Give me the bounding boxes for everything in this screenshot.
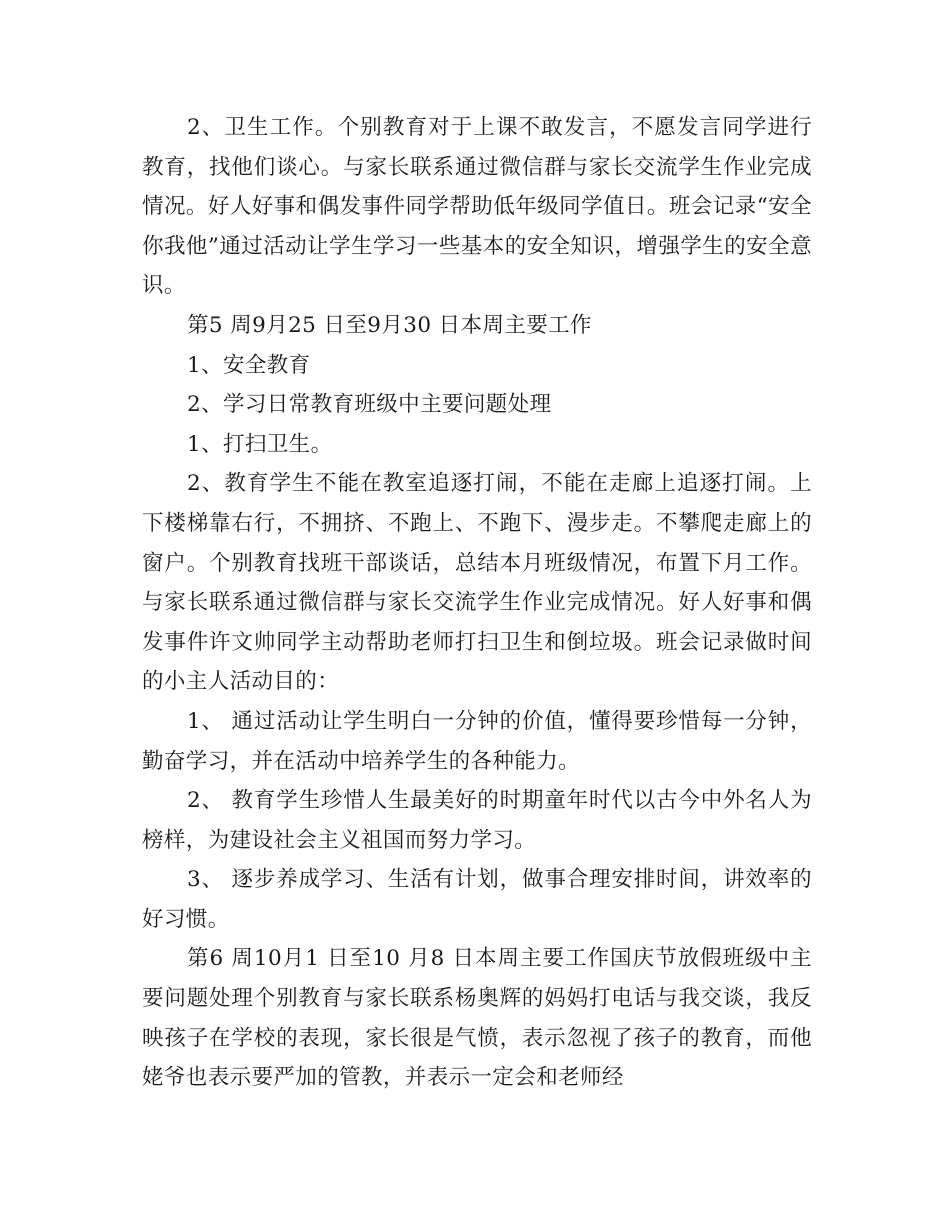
list-item-cleaning: 1、打扫卫生。 xyxy=(187,431,333,457)
goal-item-1: 1、 通过活动让学生明白一分钟的价值，懂得要珍惜每一分钟，勤奋学习，并在活动中培养学生的各种能力。 xyxy=(142,708,812,774)
paragraph-education-details: 2、教育学生不能在教室追逐打闹，不能在走廊上追逐打闹。上下楼梯靠右行，不拥挤、不跑上、不跑下、漫步走。不攀爬走廊上的窗户。个别教育找班干部谈话，总结本月班级情况，布置下月工作。与家长联系通过微信群与家长交流学生作业完成情况。好人好事和偶发事件许文帅同学主动帮助老师打扫卫生和倒垃圾。班会记录做时间的小主人活动目的： xyxy=(142,471,812,695)
document-body xyxy=(142,108,812,1098)
list-item-daily-education: 2、学习日常教育班级中主要问题处理 xyxy=(187,392,552,418)
goal-item-2: 2、 教育学生珍惜人生最美好的时期童年时代以古今中外名人为榜样，为建设社会主义祖国而努力学习。 xyxy=(142,788,812,853)
goal-item-3: 3、 逐步养成学习、生活有计划，做事合理安排时间，讲效率的好习惯。 xyxy=(142,867,812,932)
week-6-paragraph: 第6 周10月1 日至10 月8 日本周主要工作国庆节放假班级中主要问题处理个别教育与家长联系杨奥辉的妈妈打电话与我交谈，我反映孩子在学校的表现，家长很是气愤，表示忽视了孩子的教育，而他姥爷也表示要严加的管教，并表示一定会和老师经 xyxy=(142,946,812,1091)
week-5-heading: 第5 周9月25 日至9月30 日本周主要工作 xyxy=(187,312,592,338)
paragraph-hygiene-work: 2、卫生工作。个别教育对于上课不敢发言，不愿发言同学进行教育，找他们谈心。与家长联系通过微信群与家长交流学生作业完成情况。好人好事和偶发事件同学帮助低年级同学值日。班会记录“安全你我他”通过活动让学生学习一些基本的安全知识，增强学生的安全意识。 xyxy=(142,115,812,299)
list-item-safety-education: 1、安全教育 xyxy=(187,352,311,378)
